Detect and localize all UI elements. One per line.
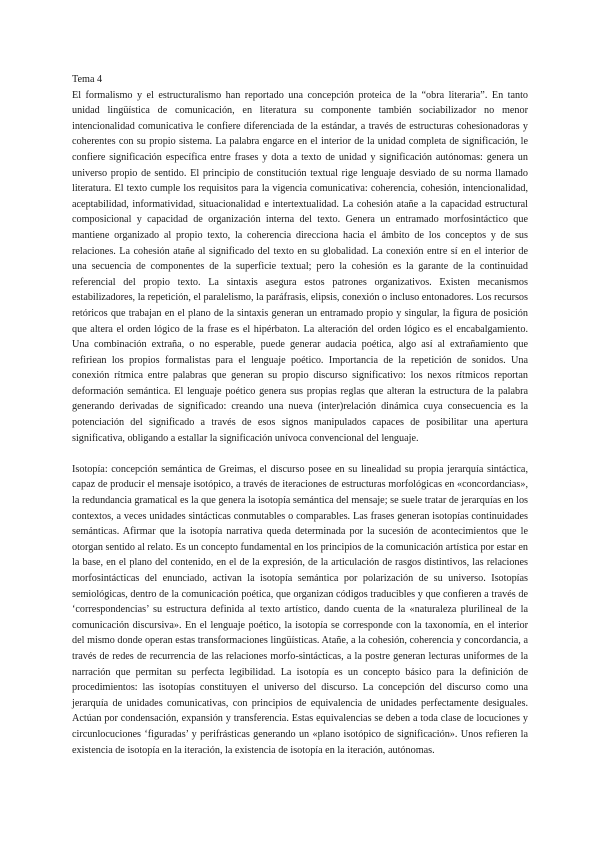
paragraph-formalismo: El formalismo y el estructuralismo han reportado una concepción proteica de la “obra literaria”. En tanto unidad lingüística de comunicación, en literatura su componente también sociabilizador no menor intencionalidad comunicativa le confiere diferenciada de la estándar, a través de estructuras cohesionadoras y coherentes con su propio sistema. La palabra engarce en el interior de la unidad completa de significación, le confiere significación específica entre frases y dota a texto de unidad y significación autónomas: genera un universo propio de sentido. El principio de constitución textual rige lenguaje desviado de su norma llamado literatura. El texto cumple los requisitos para la vigencia comunicativa: coherencia, cohesión, intencionalidad, aceptabilidad, informatividad, situacionalidad e intertextualidad. La cohesión atañe a la capacidad estructural composicional y capacidad de organización interna del texto. Genera un entramado morfosintáctico que mantiene organizado al propio texto, la coherencia direcciona hacia el ámbito de los conceptos y de sus relaciones. La cohesión atañe al significado del texto en su globalidad. La conexión entre sí en el interior de una secuencia de componentes de la superficie textual; pero la cohesión es la garante de la continuidad referencial del propio texto. La sintaxis asegura estos patrones organizativos. Existen mecanismos estabilizadores, la repetición, el paralelismo, la paráfrasis, elipsis, conexión o incluso entonadores. Los recursos retóricos que trabajan en el plano de la sintaxis generan un entramado propio y singular, la figura de posición que altera el orden lógico de la frase es el hipérbaton. La alteración del orden lógico es el encabalgamiento. Una combinación extraña, o no esperable, puede generar audacia poética, algo así al extrañamiento que refiriean los propios formalistas para el lenguaje poético. Importancia de la repetición de sonidos. Una conexión rítmica entre palabras que generan su propio discurso significativo: los nexos rítmicos reportan deformación semántica. El lenguaje poético genera sus propias reglas que alteran la estructura de la palabra generando derivadas de significado: creando una nueva (inter)relación dinámica cuya consecuencia es la potenciación del significado a través de esos signos manipulados capaces de posibilitar una apertura significativa, obligando a estallar la significación unívoca convencional del lenguaje.: [72, 89, 528, 444]
paragraph-isotopia: Isotopía: concepción semántica de Greimas, el discurso posee en su linealidad su propia jerarquía sintáctica, capaz de producir el mensaje isotópico, a través de iteraciones de estructuras morfológicas en «concordancias», la redundancia gramatical es la que genera la isotopía semántica del mensaje; se suele tratar de jerarquías en los contextos, a veces unidades sintácticas conmutables o comparables. Las frases generan isotopías continuidades semánticas. Afirmar que la isotopía narrativa queda determinada por la sucesión de acontecimientos que le otorgan sentido al relato. Es un concepto fundamental en los principios de la comunicación artística por estar en la base, en el plano del contenido, en el de la expresión, de la articulación de rasgos distintivos, las relaciones morfosintácticas del enunciado, activan la isotopía semántica por polarización de su universo. Isotopías semiológicas, dentro de la comunicación poética, que organizan códigos traducibles y que confieren a través de ‘correspondencias’ su estructura definida al texto artístico, dando cuenta de la «naturaleza plurilineal de la comunicación discursiva». En el lenguaje poético, la isotopía se corresponde con la taxonomía, en el interior del mismo donde operan estas transformaciones lingüísticas. Atañe, a la cohesión, coherencia y concordancia, a través de redes de recurrencia de las relaciones morfo-sintácticas, a la postre generan lecturas uniformes de la narración que permitan su perfecta legibilidad. La isotopía es un concepto básico para la definición de procedimientos: las isotopías constituyen el universo del discurso. La concepción del discurso como una jerarquía de unidades comunicativas, con principios de equivalencia de unidades perfectamente desiguales. Actúan por condensación, expansión y transferencia. Estas equivalencias se deben a toda clase de locuciones y circunlocuciones ‘figuradas’ y perifrásticas generando un «plano isotópico de significación». Unos refieren la existencia de isotopía en la iteración, la existencia de isotopía en la iteración, autónomas.: [72, 463, 528, 756]
document-page: [72, 72, 528, 758]
document-title: Tema 4: [72, 74, 103, 85]
